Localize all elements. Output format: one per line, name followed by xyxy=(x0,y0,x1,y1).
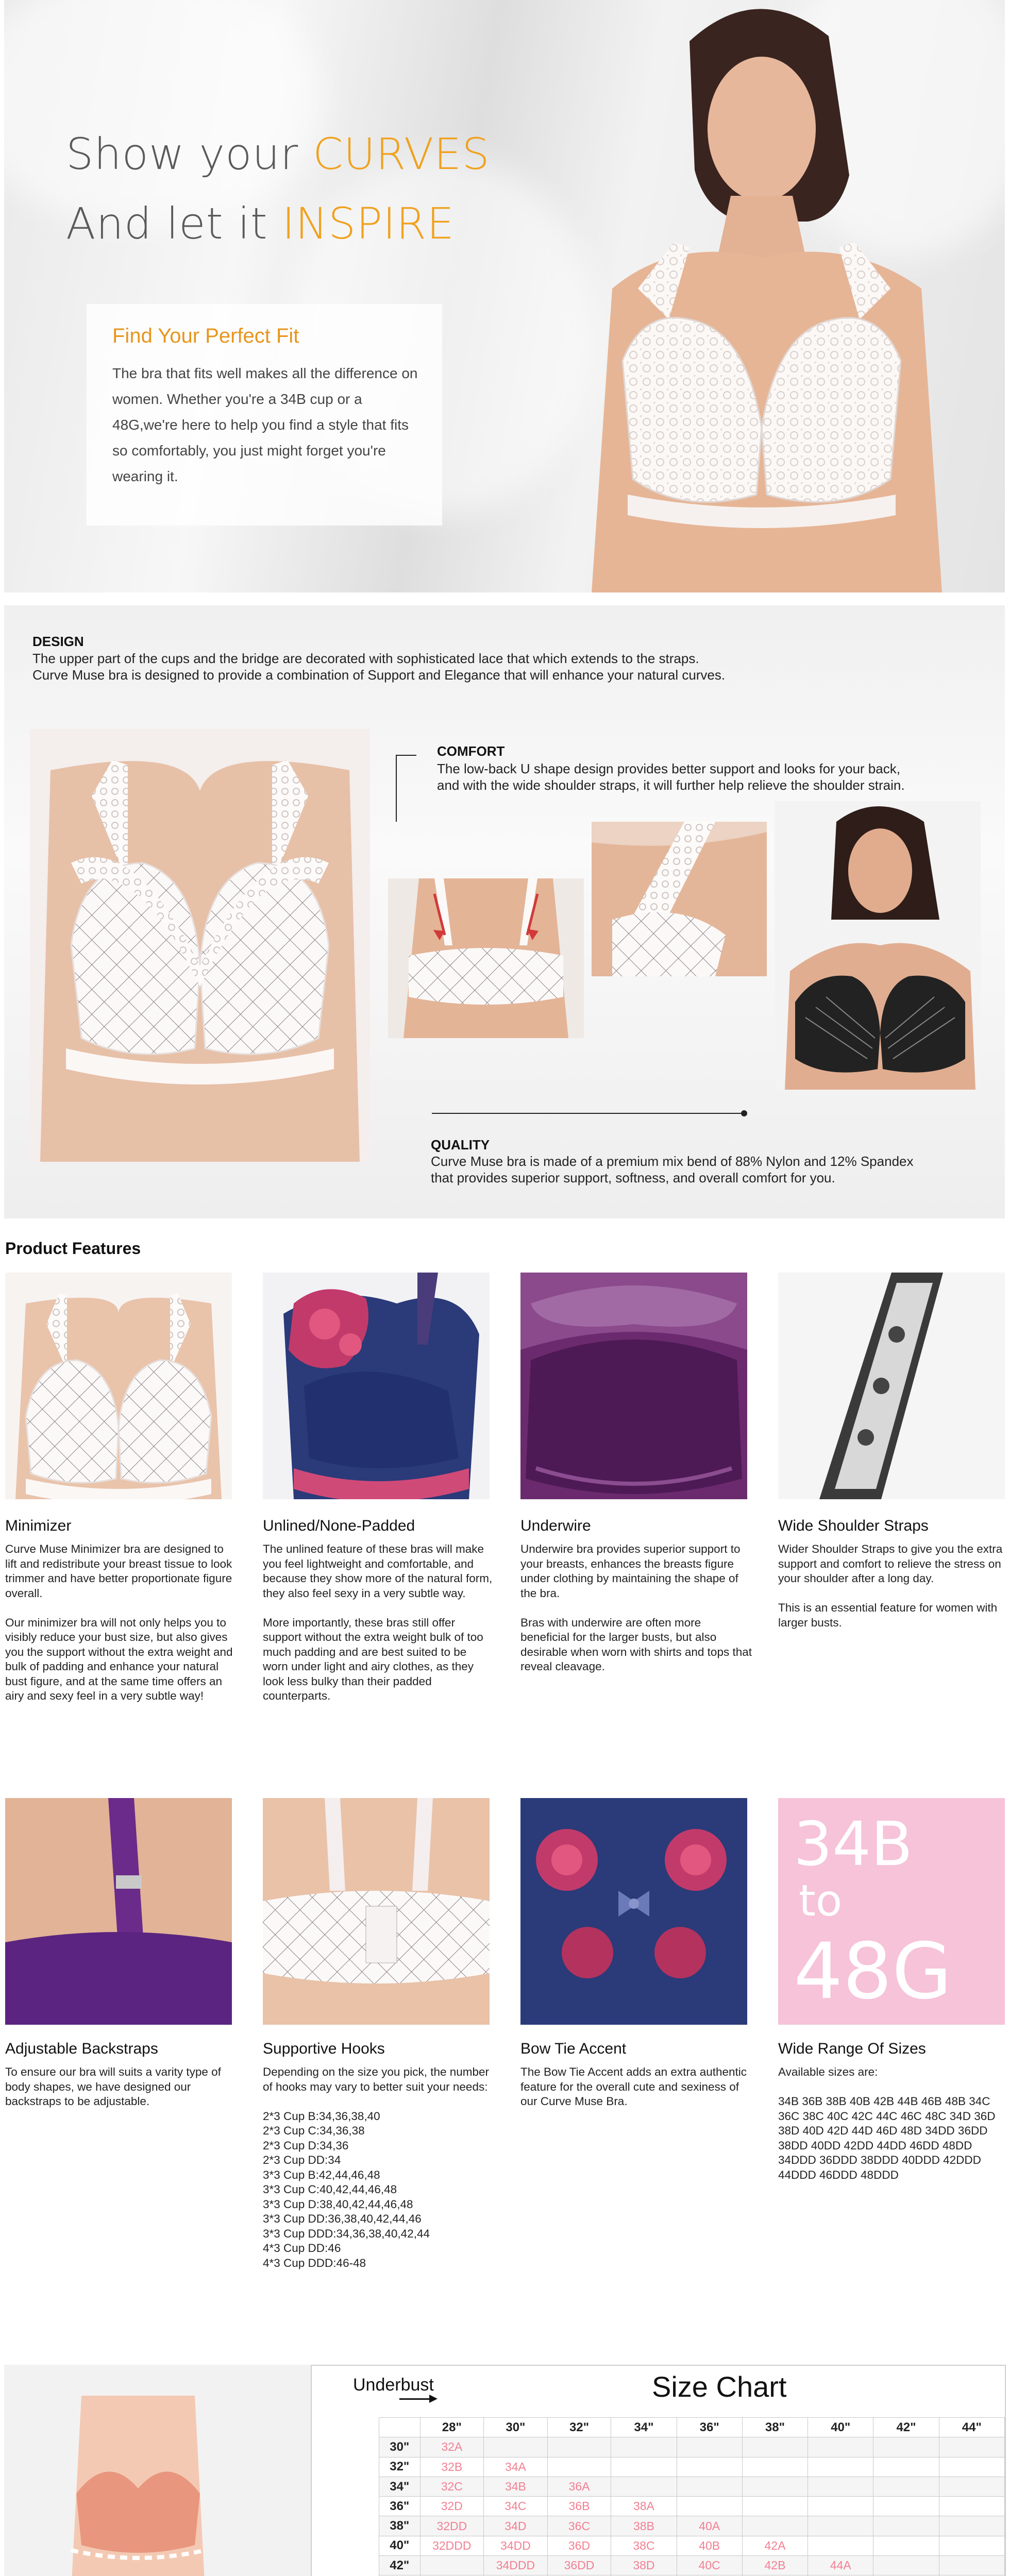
feature-title-hooks: Supportive Hooks xyxy=(263,2040,385,2057)
fullbust-row-header: 34" xyxy=(379,2477,421,2496)
size-cell: 34DDD xyxy=(484,2556,548,2575)
feature-text-bow-tie: The Bow Tie Accent adds an extra authentic feature for the overall cute and sexiness of our Curve Muse Bra. xyxy=(520,2065,747,2108)
size-cell xyxy=(808,2497,873,2516)
underwire-image xyxy=(520,1273,747,1499)
fullbust-row-header: 38" xyxy=(379,2516,421,2536)
underbust-column-header: 32" xyxy=(547,2418,611,2437)
size-cell: 32DDD xyxy=(420,2536,484,2555)
size-cell xyxy=(742,2457,808,2477)
bra-front-image xyxy=(30,729,370,1162)
size-cell xyxy=(611,2437,677,2457)
size-cell xyxy=(677,2497,742,2516)
quality-title: QUALITY xyxy=(431,1137,490,1153)
feature-title-sizes: Wide Range Of Sizes xyxy=(778,2040,926,2057)
feature-text-hooks: Depending on the size you pick, the number of hooks may vary to better suit your needs: 2*3 Cup B:34,36,38,40 2*3 Cup C:34,36,38 2*3 Cup D:34,36 2*3 Cup DD:34 3*3 Cup B:42,44,46,48 3*3 Cup C:40,42,44,46,48 3*3 Cup D:38,40,42,44,46,48 3*3 Cup DD:36,38,40,42,44,46 3*3 Cup DDD:34,36,38,40,42,44 4*3 Cup DD:46 4*3 Cup DDD:46-48 xyxy=(263,2065,490,2269)
quality-pointer-line xyxy=(432,1113,741,1114)
fullbust-row-header: 30" xyxy=(379,2437,421,2457)
underbust-column-header: 34" xyxy=(611,2418,677,2437)
fullbust-row-header: 36" xyxy=(379,2497,421,2516)
size-cell: 34C xyxy=(484,2497,548,2516)
size-cell: 38C xyxy=(611,2536,677,2555)
size-cell: 32D xyxy=(420,2497,484,2516)
size-chart-row xyxy=(379,2437,1005,2457)
size-chart-row xyxy=(379,2477,1005,2496)
size-cell xyxy=(873,2457,939,2477)
underbust-column-header: 28" xyxy=(420,2418,484,2437)
size-cell xyxy=(873,2437,939,2457)
size-cell xyxy=(808,2457,873,2477)
size-cell xyxy=(873,2497,939,2516)
feature-text-sizes: Available sizes are: 34B 36B 38B 40B 42B 44B 46B 48B 34C 36C 38C 40C 42C 44C 46C 48C 34D 36D 38D 40D 42D 44D 46D 48D 34DD 36DD 38DD 40DD 42DD 44DD 46DD 48DD 34DDD 36DDD 38DDD 40DDD 42DDD 44DDD 46DDD 48DDD xyxy=(778,2065,996,2181)
size-chart-row xyxy=(379,2497,1005,2516)
size-cell xyxy=(808,2437,873,2457)
size-chart-header-row xyxy=(379,2418,1005,2437)
comfort-title: COMFORT xyxy=(437,743,505,759)
quality-text-1: Curve Muse bra is made of a premium mix bend of 88% Nylon and 12% Spandex xyxy=(431,1154,914,1169)
quality-text-2: that provides superior support, softness, and overall comfort for you. xyxy=(431,1170,835,1185)
size-cell xyxy=(939,2477,1004,2496)
size-chart-row xyxy=(379,2536,1005,2555)
underbust-column-header: 38" xyxy=(742,2418,808,2437)
fullbust-row-header: 32" xyxy=(379,2457,421,2477)
bra-back-image xyxy=(388,878,584,1038)
size-cell: 40A xyxy=(677,2516,742,2536)
size-cell: 34A xyxy=(484,2457,548,2477)
hero-headline-1: Show your CURVES xyxy=(66,129,490,179)
size-cell: 38D xyxy=(611,2556,677,2575)
feature-text-unlined: The unlined feature of these bras will make you feel lightweight and comfortable, and because they show more of the natural form, they also feel sexy in a very subtle way. More importantly, these bras still offer support without the extra weight bulk of too much padding and are best suited to be worn under light and airy clothes, as they look less bulky than their padded counterparts. xyxy=(263,1543,493,1702)
feature-title-wide-straps: Wide Shoulder Straps xyxy=(778,1517,929,1534)
size-cell xyxy=(677,2457,742,2477)
size-cell: 32A xyxy=(420,2437,484,2457)
fit-card-text: The bra that fits well makes all the difference on women. Whether you're a 34B cup or a 48G,we're here to help you find a style that fits so comfortably, you just might forget you're wearing it. xyxy=(112,365,418,484)
size-cell xyxy=(808,2477,873,2496)
feature-title-minimizer: Minimizer xyxy=(5,1517,72,1534)
features-heading: Product Features xyxy=(5,1239,141,1258)
size-cell: 32B xyxy=(420,2457,484,2477)
size-cell: 36D xyxy=(547,2536,611,2555)
size-cell: 36C xyxy=(547,2516,611,2536)
size-cell xyxy=(742,2497,808,2516)
size-cell xyxy=(742,2437,808,2457)
size-cell xyxy=(742,2516,808,2536)
size-cell xyxy=(420,2556,484,2575)
size-cell: 38A xyxy=(611,2497,677,2516)
size-badge-mid: to xyxy=(799,1875,843,1926)
hero-model-image xyxy=(519,0,999,592)
size-cell: 36A xyxy=(547,2477,611,2496)
model-black-bra-image xyxy=(775,801,981,1090)
underbust-label: Underbust xyxy=(353,2375,434,2395)
wide-straps-image xyxy=(778,1273,1005,1499)
size-cell: 36DD xyxy=(547,2556,611,2575)
size-cell xyxy=(939,2556,1004,2575)
feature-text-adjustable: To ensure our bra will suits a varity type of body shapes, we have designed our backstraps to be adjustable. xyxy=(5,2065,221,2108)
size-cell xyxy=(939,2497,1004,2516)
underbust-column-header: 42" xyxy=(873,2418,939,2437)
size-chart-corner xyxy=(379,2418,421,2437)
bow-tie-accent-image xyxy=(520,1798,747,2025)
feature-text-underwire: Underwire bra provides superior support to your breasts, enhances the breasts figure under clothing by maintaining the shape of the bra. Bras with underwire are often more beneficial for the larger busts, but also desirable when worn with shirts and tops that reveal cleavage. xyxy=(520,1543,752,1673)
underbust-column-header: 36" xyxy=(677,2418,742,2437)
size-cell xyxy=(742,2477,808,2496)
size-chart-section xyxy=(4,2365,1005,2576)
comfort-pointer-line xyxy=(396,755,416,756)
size-range-badge xyxy=(778,1798,1005,2025)
underbust-column-header: 44" xyxy=(939,2418,1004,2437)
size-chart-title: Size Chart xyxy=(652,2370,787,2403)
size-cell xyxy=(873,2516,939,2536)
size-cell: 34D xyxy=(484,2516,548,2536)
size-cell xyxy=(808,2516,873,2536)
size-chart-row xyxy=(379,2556,1005,2575)
size-cell xyxy=(808,2536,873,2555)
comfort-text-2: and with the wide shoulder straps, it will further help relieve the shoulder strain. xyxy=(437,777,905,793)
underbust-arrow-line xyxy=(399,2398,430,2400)
size-cell: 42A xyxy=(742,2536,808,2555)
feature-title-underwire: Underwire xyxy=(520,1517,591,1534)
feature-text-minimizer: Curve Muse Minimizer bra are designed to lift and redistribute your breast tissue to look trimmer and have better proportionate figure overall. Our minimizer bra will not only helps you to visibly reduce your bust size, but also gives you the support without the extra weight and bulk of padding and enhance your natural bust figure, and at the same time offers an airy and sexy feel in a very subtle way! xyxy=(5,1543,233,1702)
size-cell xyxy=(677,2477,742,2496)
comfort-pointer-vertical xyxy=(396,755,397,822)
size-badge-top: 34B xyxy=(794,1808,913,1879)
size-cell: 40C xyxy=(677,2556,742,2575)
strap-closeup-image xyxy=(592,822,767,976)
comfort-text-1: The low-back U shape design provides better support and looks for your back, xyxy=(437,761,900,776)
size-cell xyxy=(873,2556,939,2575)
size-cell xyxy=(611,2457,677,2477)
fullbust-row-header: 42" xyxy=(379,2556,421,2575)
minimizer-image xyxy=(5,1273,232,1499)
design-title: DESIGN xyxy=(32,634,84,649)
size-cell: 38B xyxy=(611,2516,677,2536)
size-cell xyxy=(484,2437,548,2457)
underbust-column-header: 40" xyxy=(808,2418,873,2437)
size-cell xyxy=(939,2457,1004,2477)
size-chart-row xyxy=(379,2457,1005,2477)
size-chart-table-box xyxy=(311,2365,1006,2576)
feature-text-wide-straps: Wider Shoulder Straps to give you the extra support and comfort to relieve the stress on your shoulder after a long day. This is an essential feature for women with larger busts. xyxy=(778,1543,1003,1629)
size-cell: 34B xyxy=(484,2477,548,2496)
unlined-image xyxy=(263,1273,490,1499)
size-cell xyxy=(873,2477,939,2496)
size-badge-bottom: 48G xyxy=(794,1927,952,2016)
size-cell: 32DD xyxy=(420,2516,484,2536)
feature-title-bow-tie: Bow Tie Accent xyxy=(520,2040,627,2057)
fit-card xyxy=(87,304,442,526)
size-cell xyxy=(939,2536,1004,2555)
adjustable-backstraps-image xyxy=(5,1798,232,2025)
fit-card-title: Find Your Perfect Fit xyxy=(112,325,299,347)
size-cell xyxy=(873,2536,939,2555)
size-cell xyxy=(939,2516,1004,2536)
size-cell: 42B xyxy=(742,2556,808,2575)
size-cell xyxy=(547,2457,611,2477)
underbust-column-header: 30" xyxy=(484,2418,548,2437)
underbust-arrow-head xyxy=(429,2395,438,2403)
feature-title-adjustable: Adjustable Backstraps xyxy=(5,2040,158,2057)
quality-pointer-dot xyxy=(741,1110,747,1116)
design-text-1: The upper part of the cups and the bridge are decorated with sophisticated lace that which extends to the straps. xyxy=(32,651,699,666)
size-cell xyxy=(547,2437,611,2457)
size-cell: 36B xyxy=(547,2497,611,2516)
size-cell xyxy=(611,2477,677,2496)
size-cell xyxy=(939,2437,1004,2457)
feature-title-unlined: Unlined/None-Padded xyxy=(263,1517,415,1534)
fullbust-row-header: 40" xyxy=(379,2536,421,2555)
size-cell: 34DD xyxy=(484,2536,548,2555)
size-cell: 32C xyxy=(420,2477,484,2496)
size-cell: 44A xyxy=(808,2556,873,2575)
design-text-2: Curve Muse bra is designed to provide a combination of Support and Elegance that will enhance your natural curves. xyxy=(32,667,726,683)
size-chart-table xyxy=(379,2417,1005,2576)
size-cell: 40B xyxy=(677,2536,742,2555)
supportive-hooks-image xyxy=(263,1798,490,2025)
design-section xyxy=(4,605,1005,1218)
hero-banner xyxy=(4,0,1005,592)
size-chart-row xyxy=(379,2516,1005,2536)
hero-headline-2: And let it INSPIRE xyxy=(66,198,455,249)
size-cell xyxy=(677,2437,742,2457)
underbust-illustration xyxy=(61,2396,215,2576)
